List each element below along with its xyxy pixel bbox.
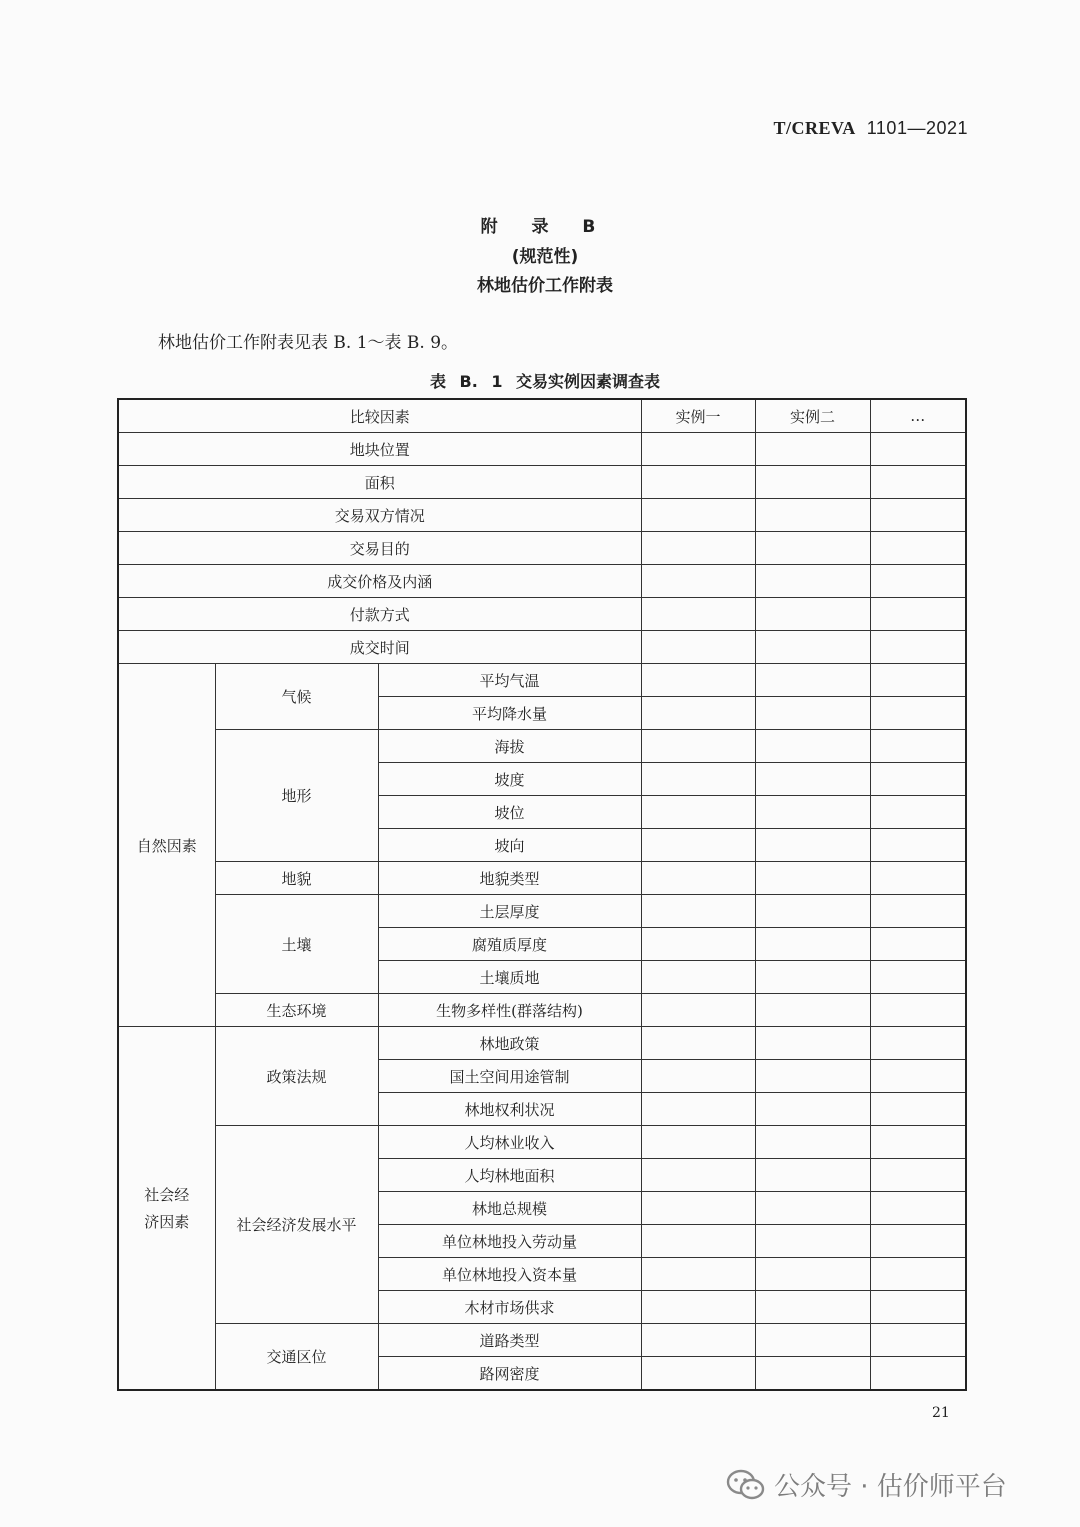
standard-number: T/CREVA 1101—2021 <box>773 118 968 138</box>
appendix-type: (规范性) <box>511 247 579 267</box>
value-cell-more[interactable] <box>870 1159 966 1192</box>
value-cell-case1[interactable] <box>641 1126 755 1159</box>
value-cell-more[interactable] <box>870 1225 966 1258</box>
value-cell-more[interactable] <box>870 1126 966 1159</box>
value-cell-case1[interactable] <box>641 1192 755 1225</box>
value-cell-case2[interactable] <box>755 499 870 532</box>
value-cell-more[interactable] <box>870 466 966 499</box>
table-row <box>118 1126 966 1159</box>
factor-label: 成交价格及内涵 <box>118 565 641 598</box>
value-cell-case1[interactable] <box>641 1357 755 1391</box>
item-label: 人均林地面积 <box>378 1159 641 1192</box>
value-cell-more[interactable] <box>870 730 966 763</box>
value-cell-more[interactable] <box>870 565 966 598</box>
value-cell-case2[interactable] <box>755 796 870 829</box>
factor-label: 成交时间 <box>118 631 641 664</box>
value-cell-case2[interactable] <box>755 664 870 697</box>
item-label: 地貌类型 <box>378 862 641 895</box>
value-cell-case1[interactable] <box>641 796 755 829</box>
value-cell-case1[interactable] <box>641 1060 755 1093</box>
value-cell-more[interactable] <box>870 631 966 664</box>
subgroup-label-landform: 地貌 <box>215 862 378 895</box>
item-label: 土层厚度 <box>378 895 641 928</box>
value-cell-case2[interactable] <box>755 631 870 664</box>
value-cell-more[interactable] <box>870 664 966 697</box>
value-cell-more[interactable] <box>870 928 966 961</box>
table-row <box>118 994 966 1027</box>
value-cell-case2[interactable] <box>755 1258 870 1291</box>
value-cell-case2[interactable] <box>755 565 870 598</box>
value-cell-more[interactable] <box>870 829 966 862</box>
factor-label: 付款方式 <box>118 598 641 631</box>
value-cell-case1[interactable] <box>641 433 755 466</box>
value-cell-case1[interactable] <box>641 697 755 730</box>
item-label: 坡度 <box>378 763 641 796</box>
page-number: 21 <box>932 1405 950 1421</box>
value-cell-more[interactable] <box>870 961 966 994</box>
social-label-line2: 济因素 <box>144 1213 190 1231</box>
table-row <box>118 1027 966 1060</box>
table-row <box>118 664 966 697</box>
subgroup-label-terrain: 地形 <box>215 730 378 862</box>
value-cell-case1[interactable] <box>641 1159 755 1192</box>
value-cell-case1[interactable] <box>641 532 755 565</box>
item-label: 林地总规模 <box>378 1192 641 1225</box>
wechat-icon <box>726 1468 766 1502</box>
item-label: 坡位 <box>378 796 641 829</box>
value-cell-case2[interactable] <box>755 1027 870 1060</box>
value-cell-case1[interactable] <box>641 961 755 994</box>
item-label: 土壤质地 <box>378 961 641 994</box>
factor-label: 交易目的 <box>118 532 641 565</box>
table-row <box>118 730 966 763</box>
value-cell-more[interactable] <box>870 895 966 928</box>
subgroup-label-soil: 土壤 <box>215 895 378 994</box>
value-cell-more[interactable] <box>870 1291 966 1324</box>
header-case2: 实例二 <box>755 399 870 433</box>
subgroup-label-climate: 气候 <box>215 664 378 730</box>
value-cell-more[interactable] <box>870 1192 966 1225</box>
subgroup-label-policy: 政策法规 <box>215 1027 378 1126</box>
value-cell-more[interactable] <box>870 1060 966 1093</box>
table-row <box>118 1324 966 1357</box>
subgroup-label-development: 社会经济发展水平 <box>215 1126 378 1324</box>
table-row <box>118 631 966 664</box>
value-cell-case2[interactable] <box>755 1225 870 1258</box>
value-cell-more[interactable] <box>870 433 966 466</box>
table-row <box>118 598 966 631</box>
value-cell-case1[interactable] <box>641 598 755 631</box>
header-more: … <box>870 399 966 433</box>
value-cell-case1[interactable] <box>641 1291 755 1324</box>
value-cell-case1[interactable] <box>641 862 755 895</box>
value-cell-more[interactable] <box>870 994 966 1027</box>
value-cell-more[interactable] <box>870 862 966 895</box>
item-label: 林地权利状况 <box>378 1093 641 1126</box>
value-cell-case2[interactable] <box>755 433 870 466</box>
factor-label: 交易双方情况 <box>118 499 641 532</box>
value-cell-case2[interactable] <box>755 1060 870 1093</box>
value-cell-more[interactable] <box>870 532 966 565</box>
factor-survey-table <box>117 398 967 1391</box>
value-cell-case1[interactable] <box>641 1258 755 1291</box>
value-cell-case1[interactable] <box>641 1225 755 1258</box>
value-cell-case2[interactable] <box>755 763 870 796</box>
value-cell-case2[interactable] <box>755 895 870 928</box>
value-cell-more[interactable] <box>870 763 966 796</box>
item-label: 海拔 <box>378 730 641 763</box>
value-cell-case2[interactable] <box>755 1093 870 1126</box>
table-header-row <box>118 399 966 433</box>
table-row <box>118 433 966 466</box>
value-cell-more[interactable] <box>870 598 966 631</box>
value-cell-case2[interactable] <box>755 862 870 895</box>
value-cell-case2[interactable] <box>755 730 870 763</box>
item-label: 单位林地投入资本量 <box>378 1258 641 1291</box>
item-label: 路网密度 <box>378 1357 641 1391</box>
value-cell-case1[interactable] <box>641 1093 755 1126</box>
subgroup-label-traffic: 交通区位 <box>215 1324 378 1391</box>
value-cell-case1[interactable] <box>641 895 755 928</box>
social-label-line1: 社会经 <box>144 1186 190 1204</box>
value-cell-case2[interactable] <box>755 829 870 862</box>
item-label: 人均林业收入 <box>378 1126 641 1159</box>
value-cell-case2[interactable] <box>755 598 870 631</box>
table-row <box>118 532 966 565</box>
table-title: 表 B. 1 交易实例因素调查表 <box>429 372 661 391</box>
item-label: 平均降水量 <box>378 697 641 730</box>
watermark-text: 公众号 · 估价师平台 <box>774 1472 1007 1502</box>
value-cell-more[interactable] <box>870 499 966 532</box>
table-row <box>118 466 966 499</box>
table-row <box>118 565 966 598</box>
table-row <box>118 862 966 895</box>
subgroup-label-ecology: 生态环境 <box>215 994 378 1027</box>
item-label: 坡向 <box>378 829 641 862</box>
value-cell-case1[interactable] <box>641 631 755 664</box>
item-label: 腐殖质厚度 <box>378 928 641 961</box>
value-cell-case1[interactable] <box>641 1027 755 1060</box>
value-cell-case1[interactable] <box>641 499 755 532</box>
value-cell-case2[interactable] <box>755 1324 870 1357</box>
table-row <box>118 895 966 928</box>
intro-text: 林地估价工作附表见表 B. 1～表 B. 9。 <box>158 333 459 353</box>
natural-factor-label: 自然因素 <box>118 664 215 1027</box>
item-label: 单位林地投入劳动量 <box>378 1225 641 1258</box>
item-label: 林地政策 <box>378 1027 641 1060</box>
social-factor-label <box>118 1027 215 1391</box>
watermark <box>726 1466 1007 1503</box>
value-cell-case1[interactable] <box>641 763 755 796</box>
value-cell-case1[interactable] <box>641 565 755 598</box>
value-cell-case1[interactable] <box>641 829 755 862</box>
value-cell-more[interactable] <box>870 697 966 730</box>
value-cell-case2[interactable] <box>755 928 870 961</box>
item-label: 木材市场供求 <box>378 1291 641 1324</box>
value-cell-case1[interactable] <box>641 928 755 961</box>
table-row <box>118 499 966 532</box>
item-label: 生物多样性(群落结构) <box>378 994 641 1027</box>
value-cell-case2[interactable] <box>755 994 870 1027</box>
value-cell-case1[interactable] <box>641 1324 755 1357</box>
value-cell-case2[interactable] <box>755 961 870 994</box>
value-cell-case1[interactable] <box>641 466 755 499</box>
value-cell-more[interactable] <box>870 1324 966 1357</box>
item-label: 平均气温 <box>378 664 641 697</box>
appendix-name: 林地估价工作附表 <box>477 276 613 296</box>
factor-label: 地块位置 <box>118 433 641 466</box>
value-cell-case1[interactable] <box>641 994 755 1027</box>
value-cell-case1[interactable] <box>641 730 755 763</box>
value-cell-case1[interactable] <box>641 664 755 697</box>
value-cell-more[interactable] <box>870 1357 966 1391</box>
value-cell-case2[interactable] <box>755 466 870 499</box>
value-cell-case2[interactable] <box>755 1291 870 1324</box>
item-label: 国土空间用途管制 <box>378 1060 641 1093</box>
value-cell-case2[interactable] <box>755 532 870 565</box>
value-cell-case2[interactable] <box>755 697 870 730</box>
value-cell-more[interactable] <box>870 796 966 829</box>
header-case1: 实例一 <box>641 399 755 433</box>
value-cell-more[interactable] <box>870 1093 966 1126</box>
item-label: 道路类型 <box>378 1324 641 1357</box>
value-cell-more[interactable] <box>870 1258 966 1291</box>
value-cell-case2[interactable] <box>755 1192 870 1225</box>
value-cell-case2[interactable] <box>755 1159 870 1192</box>
value-cell-more[interactable] <box>870 1027 966 1060</box>
value-cell-case2[interactable] <box>755 1357 870 1391</box>
header-factor: 比较因素 <box>118 399 641 433</box>
factor-label: 面积 <box>118 466 641 499</box>
appendix-title: 附 录 B <box>480 217 610 237</box>
value-cell-case2[interactable] <box>755 1126 870 1159</box>
